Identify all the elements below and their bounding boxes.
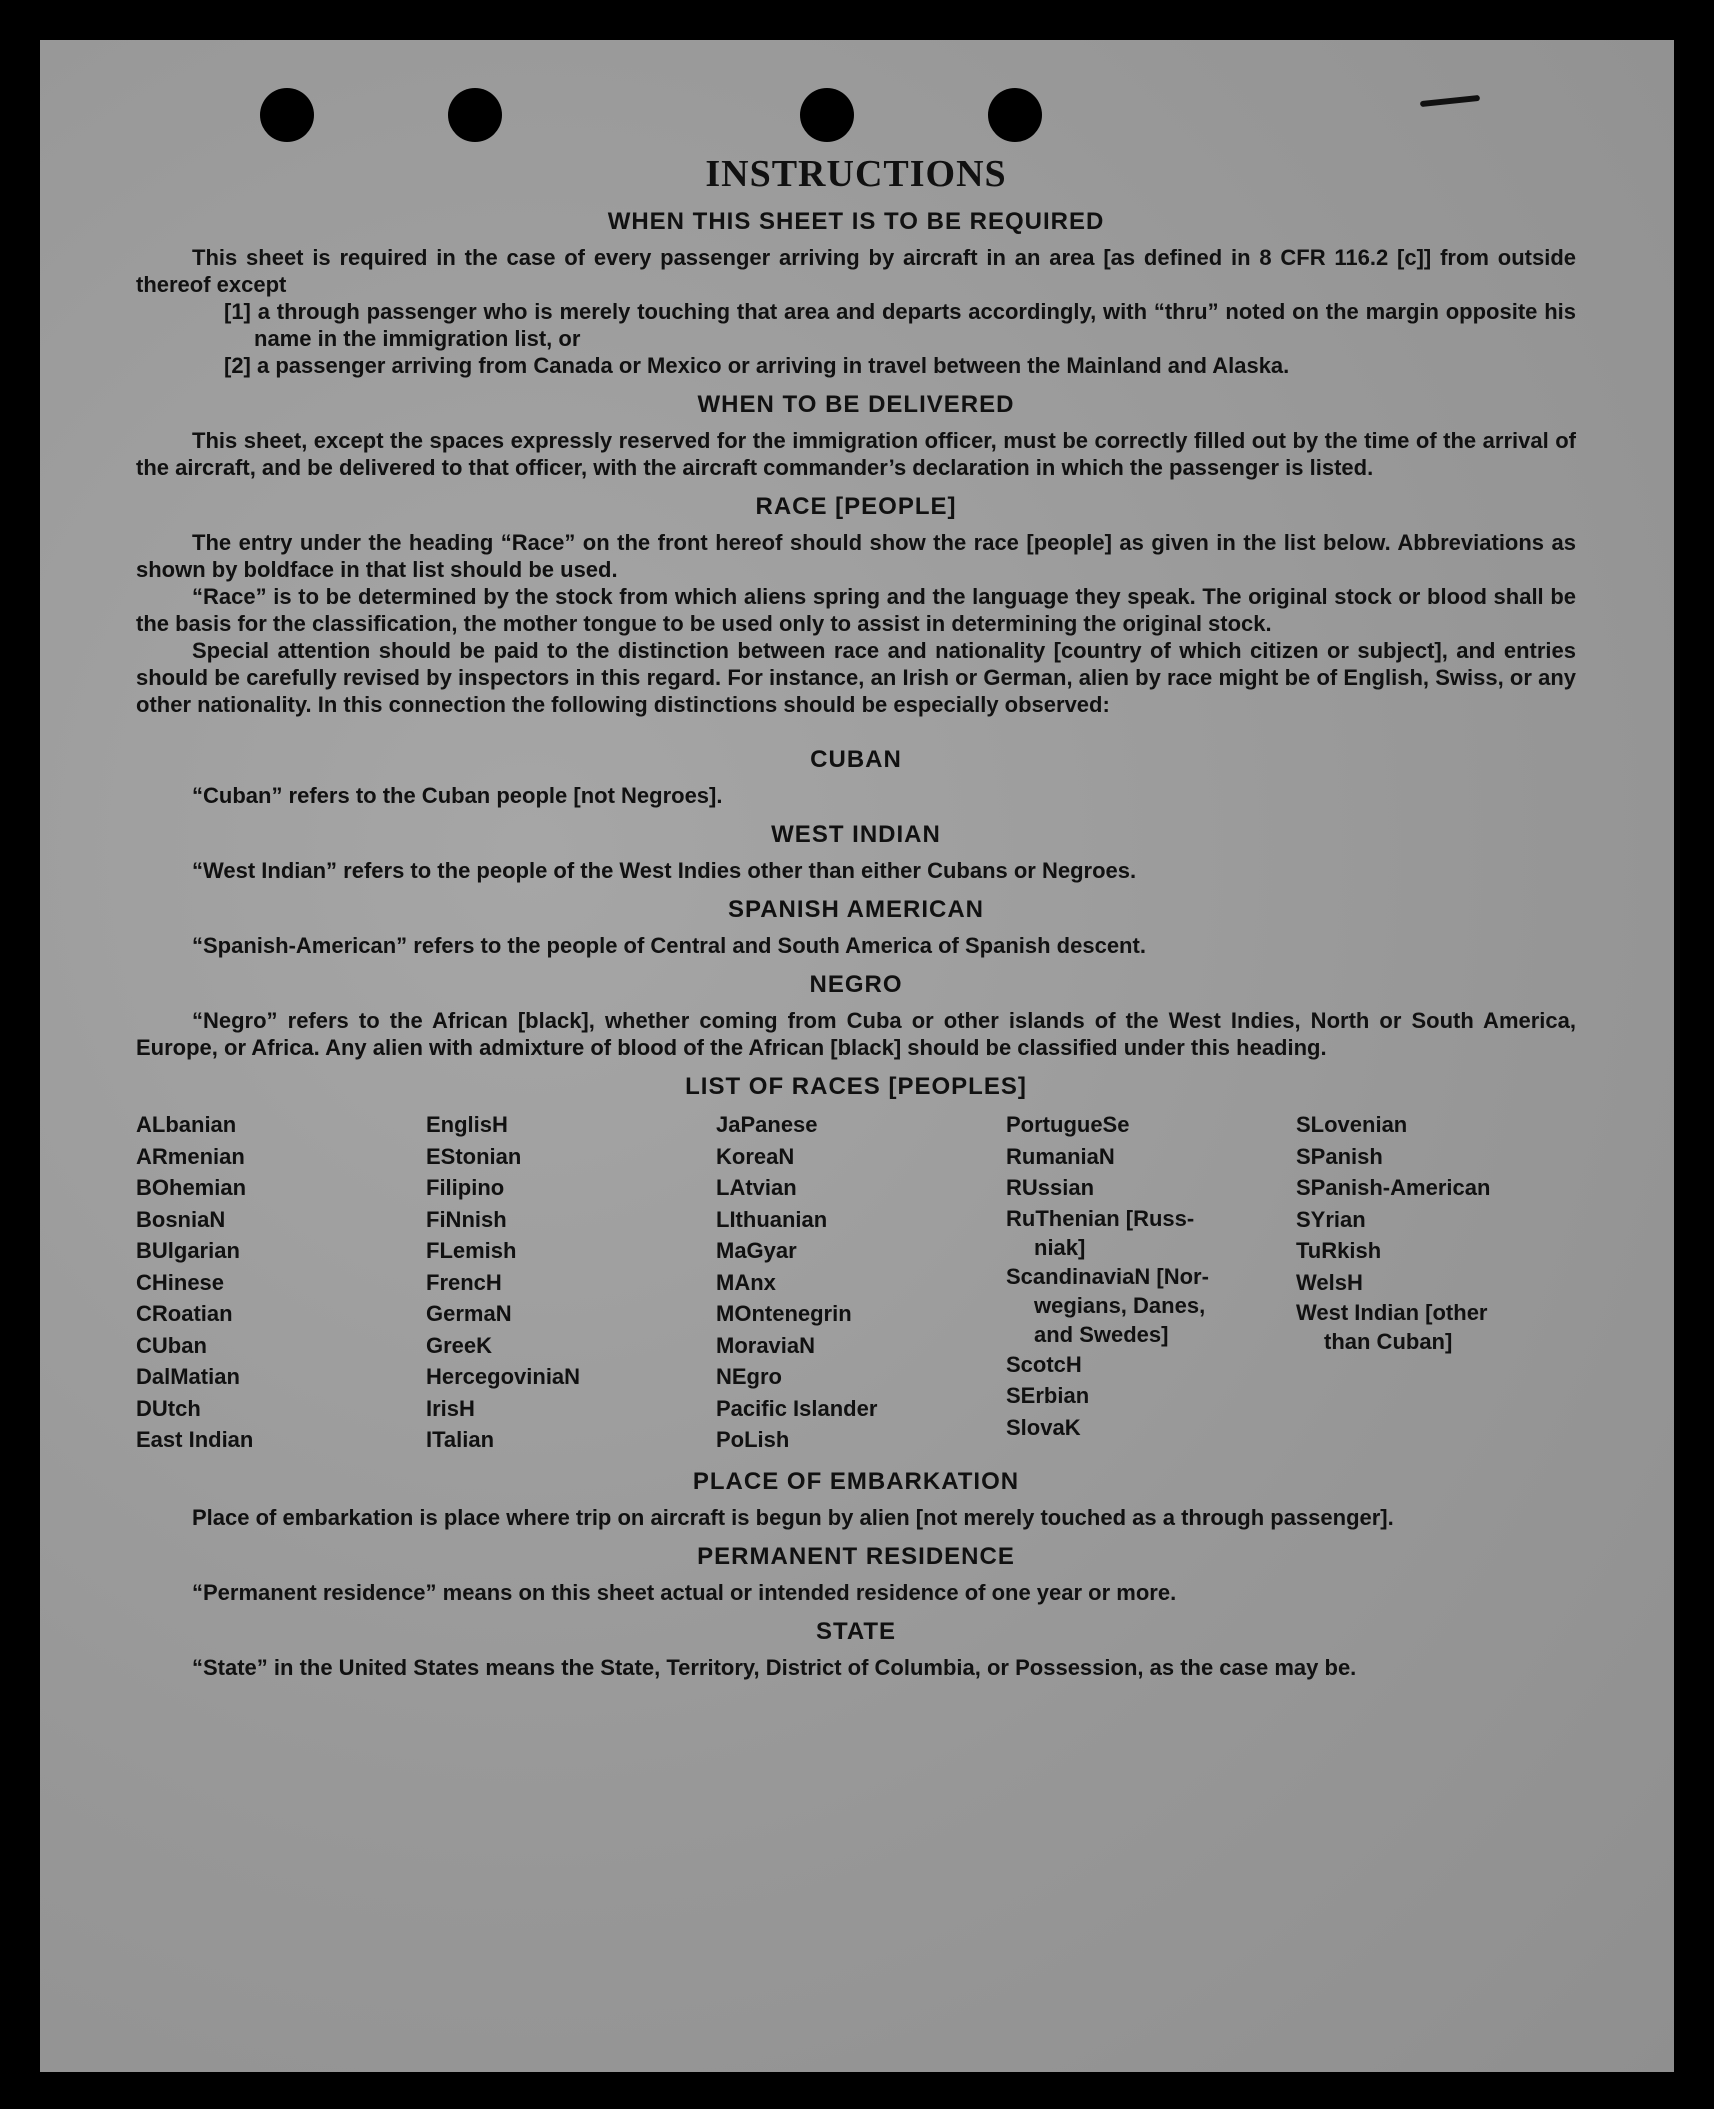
race-entry: West Indian [other [1296, 1300, 1488, 1325]
race-entry: FiNnish [426, 1206, 507, 1232]
paragraph: “West Indian” refers to the people of the West Indies other than either Cubans or Negroes. [192, 858, 1137, 883]
race-entry: SPanish [1296, 1143, 1383, 1169]
race-entry: BOhemian [136, 1175, 247, 1200]
paragraph: This sheet is required in the case of every passenger arriving by aircraft in an area [as defined in 8 CFR 116.2 [c]] from outside thereof except [136, 245, 1576, 297]
race-entry: Pacific Islander [716, 1395, 878, 1421]
race-entry: CUban [136, 1332, 207, 1358]
race-entry: EnglisH [426, 1112, 508, 1137]
race-entry: GreeK [426, 1332, 493, 1358]
race-entry: WelsH [1296, 1269, 1363, 1295]
list-item: [2] a passenger arriving from Canada or Mexico or arriving in travel between the Mainland and Alaska. [224, 353, 1290, 378]
race-entry: MOntenegrin [716, 1301, 852, 1326]
document-page [40, 40, 1674, 2072]
race-column [1006, 1109, 1286, 1456]
race-entry: SPanish-American [1296, 1175, 1491, 1200]
paragraph: “Negro” refers to the African [black], whether coming from Cuba or other islands of the West Indies, North or South America, Europe, or Africa. Any alien with admixture of blood of the African [black] should be classified under this heading. [136, 1008, 1576, 1060]
paragraph: Special attention should be paid to the distinction between race and nationality [country of which citizen or subject], and entries should be carefully revised by inspectors in this regard. For instance, an Irish or German, alien by race might be of English, Swiss, or any other nationality. In this connection the following distinctions should be especially observed: [136, 638, 1576, 717]
paragraph: This sheet, except the spaces expressly reserved for the immigration officer, must be correctly filled out by the time of the arrival of the aircraft, and be delivered to that officer, with the aircraft commander’s declaration in which the passenger is listed. [136, 428, 1576, 480]
race-entry: PoLish [716, 1427, 790, 1452]
race-entry: IrisH [426, 1395, 475, 1421]
race-entry: DUtch [136, 1395, 201, 1421]
race-entry: SlovaK [1006, 1414, 1081, 1440]
ink-mark [1420, 95, 1480, 107]
section-heading: WHEN TO BE DELIVERED [697, 391, 1015, 418]
section-heading: PERMANENT RESIDENCE [697, 1542, 1015, 1570]
paragraph: “Spanish-American” refers to the people of Central and South America of Spanish descent. [192, 933, 1146, 958]
race-entry: RUssian [1006, 1175, 1095, 1200]
paragraph: Place of embarkation is place where trip on aircraft is begun by alien [not merely touched as a through passenger]. [192, 1504, 1394, 1530]
paragraph: “Cuban” refers to the Cuban people [not Negroes]. [192, 783, 723, 808]
paragraph: “Permanent residence” means on this sheet actual or intended residence of one year or more. [192, 1579, 1177, 1605]
section-heading: STATE [815, 1617, 897, 1645]
race-entry-continuation: and Swedes] [1034, 1321, 1169, 1347]
race-entry: MaGyar [716, 1238, 797, 1263]
race-column [136, 1109, 416, 1456]
race-entry: CRoatian [136, 1301, 233, 1326]
race-entry: RuThenian [Russ- [1006, 1205, 1195, 1231]
race-entry: TuRkish [1296, 1238, 1382, 1263]
race-entry: PortugueSe [1006, 1112, 1130, 1137]
paragraph: “Race” is to be determined by the stock from which aliens spring and the language they speak. The original stock or blood shall be the basis for the classification, the mother tongue to be used only to assist in determining the original stock. [136, 584, 1576, 636]
race-column [1296, 1109, 1576, 1456]
punch-hole [988, 88, 1042, 142]
race-entry: FrencH [426, 1269, 502, 1295]
punch-hole [448, 88, 502, 142]
race-entry-continuation: than Cuban] [1324, 1329, 1453, 1354]
section-heading: WHEN THIS SHEET IS TO BE REQUIRED [607, 208, 1105, 235]
race-entry: ITalian [426, 1427, 495, 1452]
page-title: INSTRUCTIONS [705, 153, 1007, 195]
race-entry: ScotcH [1006, 1351, 1082, 1377]
race-entry: DalMatian [136, 1364, 240, 1389]
punch-hole [260, 88, 314, 142]
paragraph: “State” in the United States means the State, Territory, District of Columbia, or Possession, as the case may be. [192, 1654, 1357, 1680]
race-entry: ScandinaviaN [Nor- [1006, 1263, 1209, 1289]
race-entry-continuation: niak] [1034, 1234, 1086, 1260]
race-column [716, 1109, 996, 1456]
race-entry: East Indian [136, 1427, 254, 1452]
race-entry: EStonian [426, 1143, 522, 1169]
section-heading: LIST OF RACES [PEOPLES] [685, 1073, 1027, 1100]
section-heading: NEGRO [809, 971, 903, 998]
race-entry: GermaN [426, 1301, 512, 1326]
race-entry-continuation: wegians, Danes, [1034, 1292, 1206, 1318]
race-entry: CHinese [136, 1269, 225, 1295]
race-entry: MAnx [716, 1269, 776, 1295]
race-column [426, 1109, 706, 1456]
race-entry: ALbanian [136, 1112, 237, 1137]
race-entry: SYrian [1296, 1206, 1366, 1232]
race-entry: LAtvian [716, 1175, 797, 1200]
race-entry: BosniaN [136, 1206, 226, 1232]
race-list [136, 1109, 1576, 1456]
race-entry: LIthuanian [716, 1206, 828, 1232]
race-entry: KoreaN [716, 1143, 795, 1169]
race-entry: RumaniaN [1006, 1143, 1115, 1169]
instructions-content [136, 152, 1576, 1681]
race-entry: JaPanese [716, 1112, 818, 1137]
punch-hole [800, 88, 854, 142]
section-heading: CUBAN [810, 746, 902, 773]
race-entry: SLovenian [1296, 1112, 1408, 1137]
section-heading: SPANISH AMERICAN [727, 896, 984, 923]
section-heading: WEST INDIAN [771, 821, 941, 848]
race-entry: HercegoviniaN [426, 1364, 581, 1389]
section-heading: RACE [PEOPLE] [755, 493, 957, 520]
list-item: [1] a through passenger who is merely touching that area and departs accordingly, with “thru” noted on the margin opposite his name in the immigration list, or [224, 299, 1576, 351]
race-entry: Filipino [426, 1175, 505, 1200]
race-entry: MoraviaN [716, 1332, 816, 1358]
race-entry: FLemish [426, 1238, 517, 1263]
paragraph: The entry under the heading “Race” on the front hereof should show the race [people] as given in the list below. Abbreviations as shown by boldface in that list should be used. [136, 530, 1576, 582]
race-entry: NEgro [716, 1364, 782, 1389]
race-entry: SErbian [1006, 1383, 1090, 1408]
race-entry: ARmenian [136, 1143, 245, 1169]
section-heading: PLACE OF EMBARKATION [692, 1467, 1020, 1495]
race-entry: BUlgarian [136, 1238, 240, 1263]
